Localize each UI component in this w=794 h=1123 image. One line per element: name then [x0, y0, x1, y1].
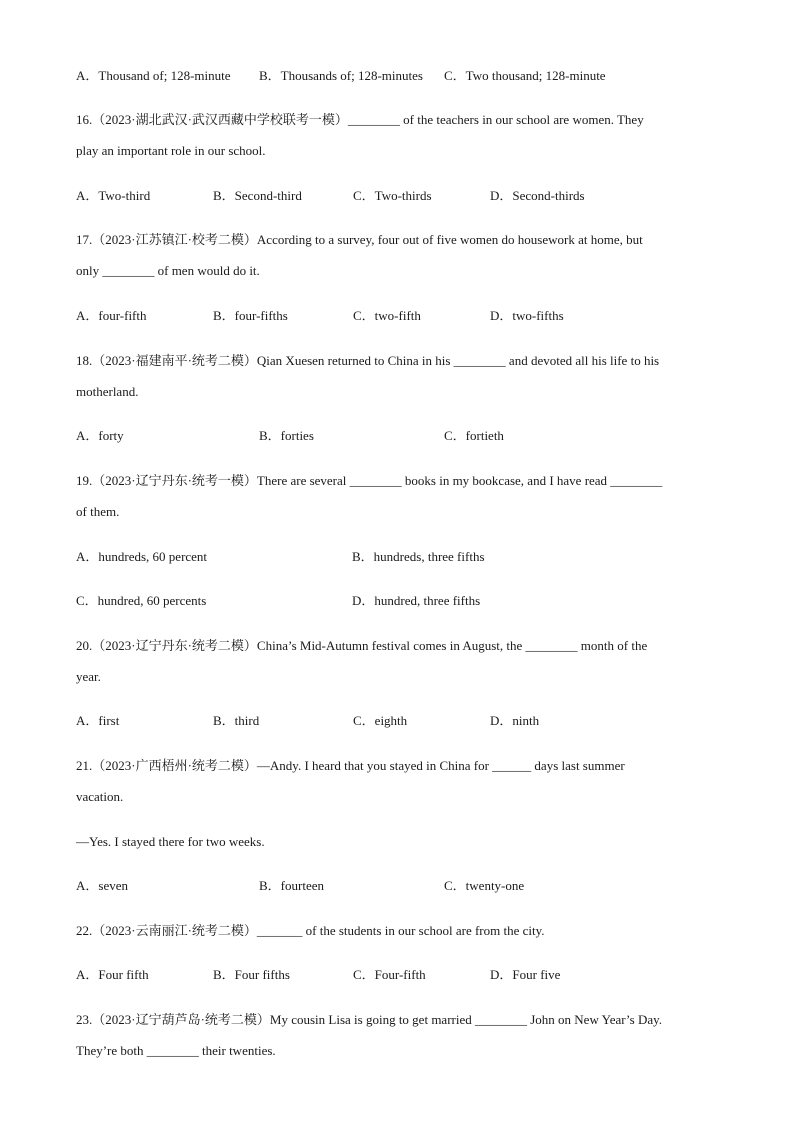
q21-stem-line-1: 21.（2023·广西梧州·统考二模）—Andy. I heard that you stayed in China for ______ days last summer [76, 758, 625, 773]
q19-option-a[interactable]: A．hundreds, 60 percent [76, 549, 208, 564]
q18-option-b[interactable]: B．forties [259, 428, 314, 443]
q22-option-c[interactable]: C．Four-fifth [353, 967, 426, 982]
q19-stem-line-1: 19.（2023·辽宁丹东·统考一模）There are several ________ books in my bookcase, and I have read ________ [76, 473, 663, 488]
q17-stem-line-2: only ________ of men would do it. [76, 263, 260, 278]
q19-option-c[interactable]: C．hundred, 60 percents [76, 593, 207, 608]
q20-option-d[interactable]: D．ninth [490, 713, 540, 728]
q20-option-b[interactable]: B．third [213, 713, 260, 728]
q23-stem-line-2: They’re both ________ their twenties. [76, 1043, 276, 1058]
q17-stem-line-1: 17.（2023·江苏镇江·校考二模）According to a survey, four out of five women do housework at home, but [76, 232, 643, 247]
q21-option-b[interactable]: B．fourteen [259, 878, 324, 893]
q18-option-c[interactable]: C．fortieth [444, 428, 504, 443]
q17-option-b[interactable]: B．four-fifths [213, 308, 288, 323]
q16-option-b[interactable]: B．Second-third [213, 188, 302, 203]
q19-stem-line-2: of them. [76, 504, 120, 519]
q15-option-b[interactable]: B．Thousands of; 128-minutes [259, 68, 423, 83]
q19-option-b[interactable]: B．hundreds, three fifths [352, 549, 485, 564]
q21-option-a[interactable]: A．seven [76, 878, 128, 893]
q20-stem-line-2: year. [76, 669, 101, 684]
q21-dialogue-line: —Yes. I stayed there for two weeks. [76, 834, 265, 849]
q22-stem-line-1: 22.（2023·云南丽江·统考二模）_______ of the students in our school are from the city. [76, 923, 545, 938]
q19-option-d[interactable]: D．hundred, three fifths [352, 593, 481, 608]
q17-option-a[interactable]: A．four-fifth [76, 308, 147, 323]
q16-stem-line-1: 16.（2023·湖北武汉·武汉西藏中学校联考一模）________ of the teachers in our school are women. They [76, 112, 644, 127]
q18-stem-line-2: motherland. [76, 384, 139, 399]
q15-option-c[interactable]: C．Two thousand; 128-minute [444, 68, 606, 83]
q22-option-d[interactable]: D．Four five [490, 967, 561, 982]
q20-option-a[interactable]: A．first [76, 713, 120, 728]
q16-option-a[interactable]: A．Two-third [76, 188, 151, 203]
q17-option-c[interactable]: C．two-fifth [353, 308, 421, 323]
q15-option-a[interactable]: A．Thousand of; 128-minute [76, 68, 231, 83]
q20-option-c[interactable]: C．eighth [353, 713, 408, 728]
q16-option-d[interactable]: D．Second-thirds [490, 188, 585, 203]
q21-option-c[interactable]: C．twenty-one [444, 878, 525, 893]
q23-stem-line-1: 23.（2023·辽宁葫芦岛·统考二模）My cousin Lisa is going to get married ________ John on New Year’s Day. [76, 1012, 663, 1027]
q17-option-d[interactable]: D．two-fifths [490, 308, 564, 323]
q21-stem-line-2: vacation. [76, 789, 124, 804]
q18-stem-line-1: 18.（2023·福建南平·统考二模）Qian Xuesen returned to China in his ________ and devoted all his life to his [76, 353, 660, 368]
q20-stem-line-1: 20.（2023·辽宁丹东·统考二模）China’s Mid-Autumn festival comes in August, the ________ month of the [76, 638, 648, 653]
q16-stem-line-2: play an important role in our school. [76, 143, 266, 158]
q22-option-b[interactable]: B．Four fifths [213, 967, 290, 982]
q16-option-c[interactable]: C．Two-thirds [353, 188, 432, 203]
q22-option-a[interactable]: A．Four fifth [76, 967, 149, 982]
q18-option-a[interactable]: A．forty [76, 428, 124, 443]
